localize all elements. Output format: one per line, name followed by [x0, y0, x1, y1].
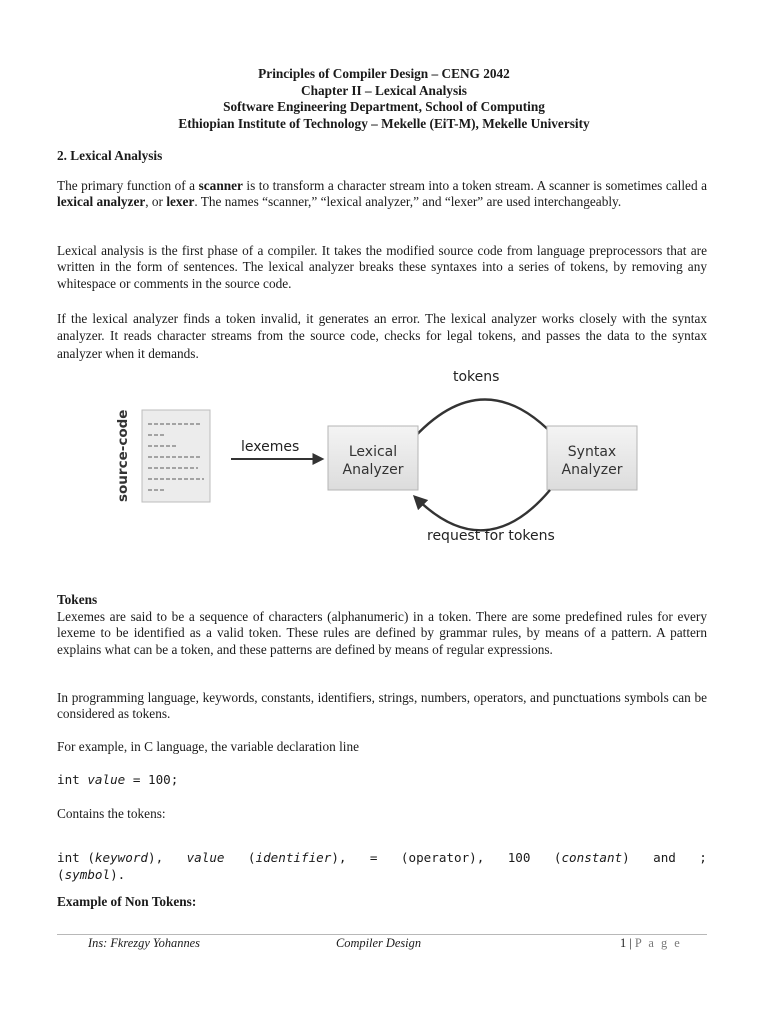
token-equals: =: [369, 850, 378, 865]
syntax-analyzer-line2: Analyzer: [561, 462, 623, 478]
text-run: The primary function of a: [57, 178, 199, 193]
token-100: [508, 850, 531, 865]
token-list: [57, 850, 707, 865]
token-operator: (operator),: [400, 850, 485, 865]
page-word: P a g e: [634, 936, 682, 950]
footer-instructor: Ins: Fkrezgy Yohannes: [88, 936, 200, 950]
contains-label: Contains the tokens:: [57, 806, 166, 821]
tokens-label: tokens: [453, 369, 500, 385]
institute-line: Ethiopian Institute of Technology – Mekelle (EiT-M), Mekelle University: [178, 115, 590, 131]
term-lexical-analyzer: lexical analyzer: [57, 194, 146, 210]
token-kind: identifier: [255, 850, 332, 865]
lexical-analysis-diagram: [110, 362, 650, 550]
page-number-value: 1: [620, 936, 627, 950]
token-kind: keyword: [94, 850, 148, 865]
code-variable: value: [87, 772, 126, 787]
syntax-analyzer-line1: Syntax: [567, 444, 617, 460]
non-tokens-heading: Example of Non Tokens:: [57, 894, 197, 909]
token-int: int (keyword),: [57, 850, 164, 865]
text-run: . The names “scanner,” “lexical analyzer,” and “lexer” are used interchangeably.: [194, 194, 622, 210]
text-run: , or: [145, 194, 167, 210]
tokens-heading: Tokens: [57, 592, 98, 607]
paragraph-errors: If the lexical analyzer finds a token invalid, it generates an error. The lexical analyzer works closely with the syntax analyzer. It reads character streams from the source code, checks for legal tokens, and passes the data to the syntax analyzer when it demands.: [57, 311, 707, 361]
footer-course: Compiler Design: [336, 936, 422, 950]
lexical-analyzer-line1: Lexical: [348, 444, 398, 460]
department-line: Software Engineering Department, School of Computing: [223, 99, 545, 114]
document-header: [0, 66, 768, 132]
term-lexer: lexer: [166, 194, 195, 210]
request-label: request for tokens: [427, 528, 555, 544]
course-title: Principles of Compiler Design – CENG 2042: [258, 66, 510, 81]
token-code: int: [57, 850, 80, 865]
page-separator: |: [626, 936, 635, 950]
tokens-arrow: [410, 400, 560, 443]
token-semicolon: ;: [699, 850, 707, 865]
token-identifier: (identifier),: [247, 850, 347, 865]
footer-divider: [57, 934, 707, 935]
token-symbol: (symbol).: [57, 867, 126, 882]
text-run: is to transform a character stream into a token stream. A scanner is sometimes called a: [242, 178, 707, 193]
term-scanner: scanner: [198, 178, 243, 193]
chapter-title: Chapter II – Lexical Analysis: [301, 82, 467, 98]
token-kind: constant: [561, 850, 623, 865]
token-value: [187, 850, 225, 865]
page-number: [620, 936, 682, 951]
code-example: [57, 772, 178, 787]
paragraph-scanner: [57, 178, 707, 211]
paragraph-tokens: Lexemes are said to be a sequence of characters (alphanumeric) in a token. There are some predefined rules for every lexeme to be identified as a valid token. These rules are defined by grammar rules, by means of a pattern. A pattern explains what can be a token, and these patterns are defined by means of regular expressions.: [57, 609, 707, 657]
paragraph-example: For example, in C language, the variable declaration line: [57, 739, 360, 754]
token-code: value: [186, 850, 225, 865]
request-arrow: [415, 490, 550, 530]
source-code-label: source-code: [115, 409, 131, 502]
code-keyword: int: [57, 772, 88, 787]
code-rest: = 100;: [125, 772, 179, 787]
lexical-analyzer-line2: Analyzer: [342, 462, 404, 478]
token-code: 100: [507, 850, 531, 865]
lexemes-label: lexemes: [241, 439, 300, 455]
token-and: and: [653, 850, 676, 865]
paragraph-lexical-analysis: Lexical analysis is the first phase of a compiler. It takes the modified source code from language preprocessors that are written in the form of sentences. The lexical analyzer breaks these syntaxes into a series of tokens, by removing any whitespace or comments in the source code.: [57, 243, 707, 291]
token-constant: (constant): [553, 850, 630, 865]
token-kind: symbol: [64, 867, 111, 882]
paragraph-token-kinds: In programming language, keywords, constants, identifiers, strings, numbers, operators, and punctuations symbols can be considered as tokens.: [57, 690, 707, 722]
section-heading: 2. Lexical Analysis: [57, 148, 163, 163]
